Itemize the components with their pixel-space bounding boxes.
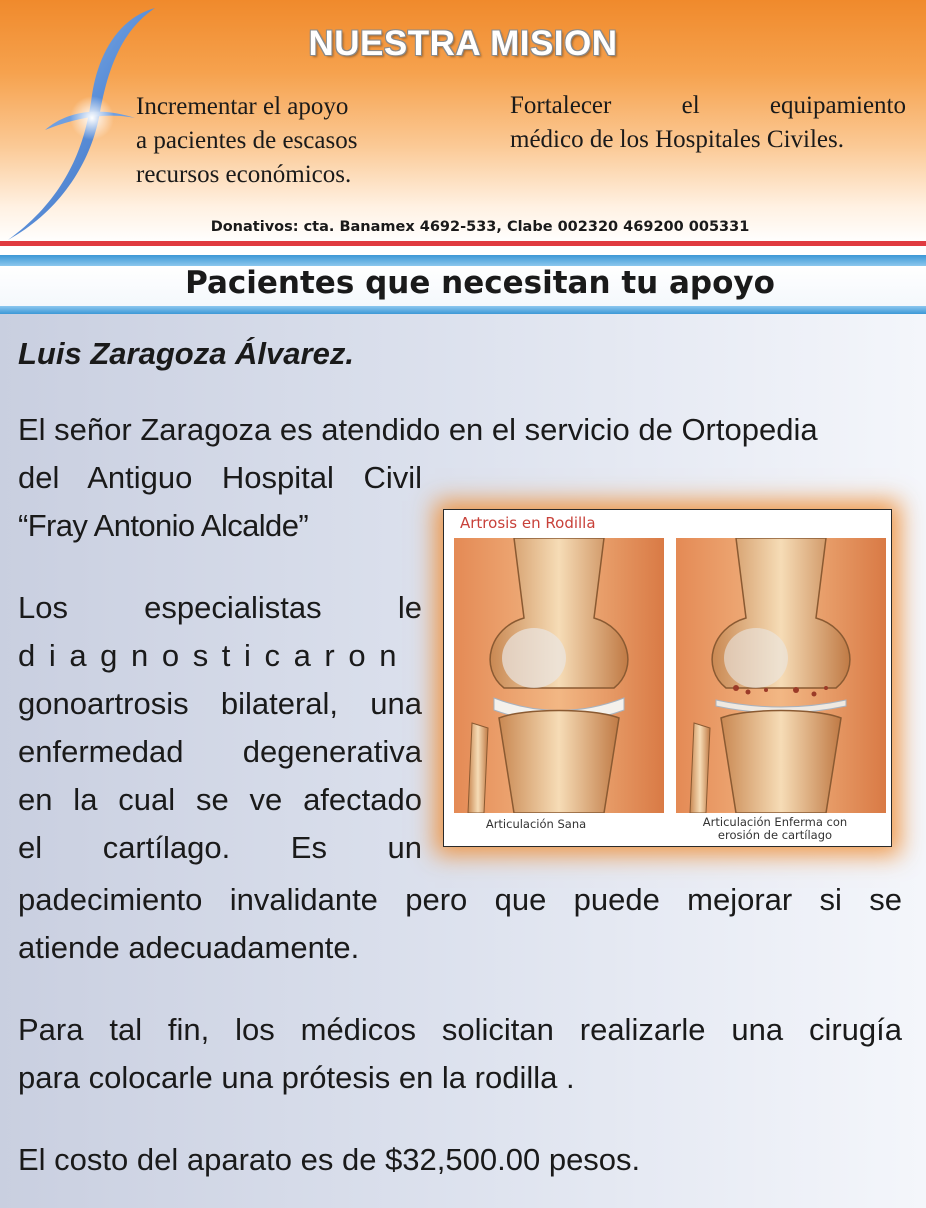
paragraph-line: el cartílago. Es un — [18, 830, 422, 865]
mission-header — [0, 0, 926, 243]
paragraph-line: en la cual se ve afectado — [18, 782, 422, 817]
paragraph-line: enfermedad degenerativa — [18, 734, 422, 769]
paragraph-line: gonoartrosis bilateral, una — [18, 686, 422, 721]
paragraph-1-narrow — [18, 454, 422, 550]
paragraph-line: El costo del aparato es de $32,500.00 pesos. — [18, 1142, 641, 1177]
paragraph-line: Los especialistas le — [18, 590, 422, 625]
knee-arthrosis-figure — [443, 509, 892, 847]
paragraph-line: padecimiento invalidante pero que puede mejorar si se — [18, 882, 902, 917]
paragraph-line: del Antiguo Hospital Civil — [18, 460, 422, 495]
paragraph-line: “Fray Antonio Alcalde” — [18, 508, 309, 543]
paragraph-line: El señor Zaragoza es atendido en el servicio de Ortopedia — [18, 412, 818, 447]
paragraph-line: Para tal fin, los médicos solicitan realizarle una cirugía — [18, 1012, 902, 1047]
patient-name: Luis Zaragoza Álvarez. — [18, 336, 354, 371]
paragraph-line: para colocarle una prótesis en la rodilla . — [18, 1060, 575, 1095]
section-title: Pacientes que necesitan tu apoyo — [185, 265, 775, 301]
paragraph-1 — [18, 406, 902, 454]
caption-line: Articulación Enferma con — [702, 815, 848, 829]
blue-divider-bottom — [0, 306, 926, 314]
diseased-knee-illustration — [676, 538, 886, 813]
paragraph-line: diagnosticaron — [18, 638, 411, 673]
mission-right-line: médico de los Hospitales Civiles. — [510, 126, 844, 153]
mission-left-line: Incrementar el apoyo — [136, 93, 349, 120]
healthy-knee-illustration — [454, 538, 664, 813]
figure-caption-diseased — [680, 816, 870, 842]
white-divider — [0, 246, 926, 255]
mission-left-line: recursos económicos. — [136, 161, 352, 188]
donation-info: Donativos: cta. Banamex 4692-533, Clabe 002320 469200 005331 — [210, 219, 750, 235]
paragraph-line: atiende adecuadamente. — [18, 930, 360, 965]
mission-right-line: Fortalecer el equipamiento — [510, 92, 906, 119]
mission-title: NUESTRA MISION — [308, 24, 618, 63]
paragraph-2-full — [18, 876, 902, 972]
mission-goal-left — [136, 90, 436, 192]
paragraph-3 — [18, 1006, 902, 1102]
caption-line: erosión de cartílago — [717, 828, 833, 842]
mission-goal-right — [510, 89, 906, 157]
paragraph-2-narrow — [18, 584, 422, 872]
figure-caption-healthy: Articulación Sana — [485, 817, 587, 831]
figure-title: Artrosis en Rodilla — [460, 514, 596, 532]
paragraph-4 — [18, 1136, 902, 1184]
mission-left-line: a pacientes de escasos — [136, 127, 358, 154]
